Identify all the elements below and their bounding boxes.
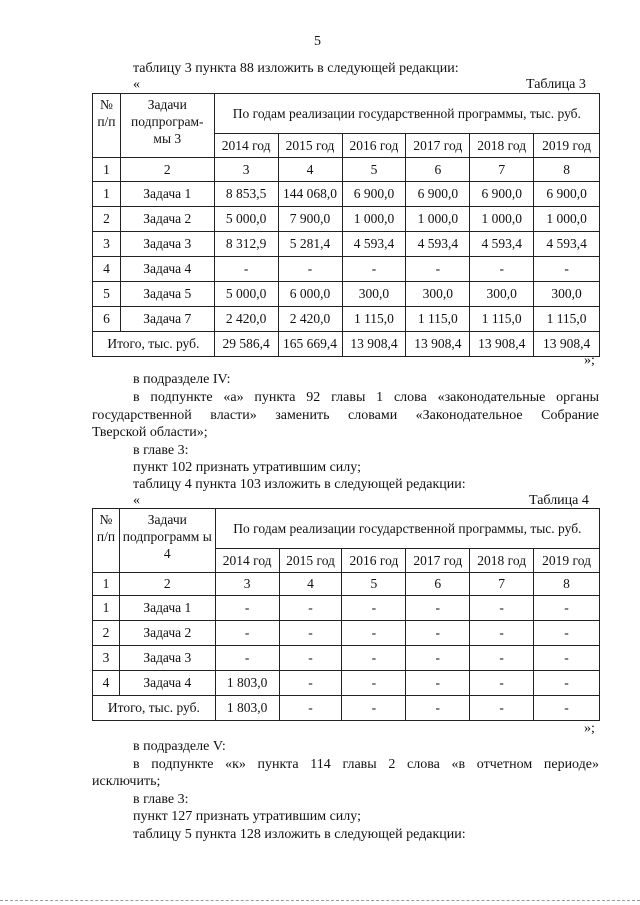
table3-header-years: По годам реализации государственной программы, тыс. руб. [214,94,599,134]
row-value: 1 000,0 [342,207,406,232]
paragraph-chapter3-b: в главе 3: [133,792,189,807]
table3-year: 2019 год [534,134,600,158]
row-value: - [534,621,600,646]
table4-row [93,596,600,621]
paragraph-114-line1: в подпункте «к» пункта 114 главы 2 слова «в отчетном периоде» [133,757,599,772]
row-value: - [278,257,342,282]
row-num: 6 [93,307,121,332]
row-num: 5 [93,282,121,307]
row-value: 6 900,0 [470,182,534,207]
row-value: - [279,596,342,621]
table4-row [93,671,600,696]
row-value: - [406,596,470,621]
total-value: 13 908,4 [406,332,470,357]
row-value: 4 593,4 [342,232,406,257]
row-value: 1 115,0 [534,307,600,332]
row-value: - [534,671,600,696]
row-value: - [470,646,534,671]
row-value: 300,0 [534,282,600,307]
row-value: 6 900,0 [406,182,470,207]
row-value: - [406,646,470,671]
total-value: 29 586,4 [214,332,278,357]
row-task: Задача 1 [119,596,215,621]
row-value: 5 000,0 [214,207,278,232]
table3-row [93,232,600,257]
row-value: 6 000,0 [278,282,342,307]
row-value: 300,0 [470,282,534,307]
row-value: 4 593,4 [470,232,534,257]
row-value: - [406,621,470,646]
table3-header-num: № п/п [93,94,121,158]
table4-col-number: 6 [406,573,470,596]
page-bottom-rule [0,900,640,901]
paragraph-chapter3: в главе 3: [133,443,189,458]
table4-year: 2019 год [534,549,600,573]
row-value: 2 420,0 [214,307,278,332]
table3-row [93,257,600,282]
row-task: Задача 4 [119,671,215,696]
paragraph-92-line1: в подпункте «а» пункта 92 главы 1 слова «законодательные органы [133,390,599,405]
table4-quote-close: »; [584,721,595,736]
row-value: 4 593,4 [406,232,470,257]
table4-total-row [93,696,600,721]
total-value: 13 908,4 [534,332,600,357]
table3-row [93,282,600,307]
row-task: Задача 3 [119,646,215,671]
paragraph-table5-intro: таблицу 5 пункта 128 изложить в следующей редакции: [133,827,466,842]
row-value: 7 900,0 [278,207,342,232]
table3-quote-close: »; [584,353,595,368]
row-value: 1 000,0 [470,207,534,232]
row-value: - [342,596,406,621]
table3-col-number: 5 [342,158,406,182]
row-value: 2 420,0 [278,307,342,332]
table4-year: 2015 год [279,549,342,573]
row-task: Задача 4 [120,257,214,282]
row-value: 1 115,0 [470,307,534,332]
table4-col-number: 2 [119,573,215,596]
paragraph-92-line2: государственной власти» заменить словами «Законодательное Собрание [92,408,599,423]
row-value: - [342,671,406,696]
table3-row [93,207,600,232]
paragraph-114-line2: исключить; [92,774,161,789]
row-num: 2 [93,621,120,646]
table4-header-years: По годам реализации государственной программы, тыс. руб. [215,509,599,549]
row-task: Задача 1 [120,182,214,207]
row-task: Задача 2 [119,621,215,646]
row-value: - [279,671,342,696]
table4-year: 2014 год [215,549,279,573]
row-value: 6 900,0 [342,182,406,207]
row-value: - [342,621,406,646]
row-value: 1 000,0 [534,207,600,232]
table3-row [93,182,600,207]
table4-header-task: Задачи подпрограмм ы 4 [119,509,215,573]
table3-header-task: Задачи подпрограм- мы 3 [120,94,214,158]
row-value: - [534,646,600,671]
table4-col-number: 1 [93,573,120,596]
table3-col-number: 4 [278,158,342,182]
row-value: - [342,257,406,282]
table4-quote-open: « [133,493,140,508]
row-value: - [215,621,279,646]
table4-col-number: 8 [534,573,600,596]
total-value: - [342,696,406,721]
table3-year: 2015 год [278,134,342,158]
table3-intro: таблицу 3 пункта 88 изложить в следующей редакции: [133,61,459,76]
table3-col-number: 3 [214,158,278,182]
table4-row [93,646,600,671]
row-num: 4 [93,257,121,282]
table3-col-number: 8 [534,158,600,182]
row-value: - [534,596,600,621]
paragraph-subsection-iv: в подразделе IV: [133,372,231,387]
row-task: Задача 5 [120,282,214,307]
row-value: - [470,621,534,646]
table3-year: 2017 год [406,134,470,158]
row-value: - [470,257,534,282]
table3-year: 2014 год [214,134,278,158]
row-value: 1 115,0 [342,307,406,332]
total-value: - [279,696,342,721]
row-value: - [534,257,600,282]
row-num: 3 [93,646,120,671]
table3-year: 2016 год [342,134,406,158]
table-4 [92,508,600,721]
total-value: - [470,696,534,721]
row-value: 1 115,0 [406,307,470,332]
row-value: - [342,646,406,671]
row-value: - [215,646,279,671]
paragraph-102: пункт 102 признать утратившим силу; [133,460,361,475]
row-value: - [279,646,342,671]
total-label: Итого, тыс. руб. [93,332,215,357]
table4-col-number: 3 [215,573,279,596]
row-num: 4 [93,671,120,696]
table4-year: 2017 год [406,549,470,573]
row-value: - [279,621,342,646]
row-num: 3 [93,232,121,257]
row-value: 6 900,0 [534,182,600,207]
row-num: 1 [93,596,120,621]
paragraph-subsection-v: в подразделе V: [133,739,226,754]
table4-row [93,621,600,646]
row-num: 2 [93,207,121,232]
row-value: 300,0 [342,282,406,307]
row-value: 4 593,4 [534,232,600,257]
row-value: - [470,596,534,621]
paragraph-table4-intro: таблицу 4 пункта 103 изложить в следующей редакции: [133,477,466,492]
row-value: - [470,671,534,696]
table3-label: Таблица 3 [526,77,586,92]
row-task: Задача 2 [120,207,214,232]
table3-total-row [93,332,600,357]
row-task: Задача 3 [120,232,214,257]
row-num: 1 [93,182,121,207]
table4-year: 2016 год [342,549,406,573]
table-3 [92,93,600,357]
row-value: 5 281,4 [278,232,342,257]
table3-col-number: 1 [93,158,121,182]
table3-row [93,307,600,332]
paragraph-127: пункт 127 признать утратившим силу; [133,809,361,824]
total-value: 13 908,4 [342,332,406,357]
paragraph-92-line3: Тверской области»; [92,425,208,440]
total-value: 1 803,0 [215,696,279,721]
table3-year: 2018 год [470,134,534,158]
table3-col-number: 6 [406,158,470,182]
row-value: 5 000,0 [214,282,278,307]
table4-year: 2018 год [470,549,534,573]
table3-col-number: 7 [470,158,534,182]
total-value: 165 669,4 [278,332,342,357]
row-value: - [214,257,278,282]
table3-quote-open: « [133,77,140,92]
page-number: 5 [314,34,321,49]
table4-header-num: № п/п [93,509,120,573]
table4-col-number: 5 [342,573,406,596]
row-value: 144 068,0 [278,182,342,207]
total-label: Итого, тыс. руб. [93,696,216,721]
row-value: 8 853,5 [214,182,278,207]
table3-col-number: 2 [120,158,214,182]
total-value: 13 908,4 [470,332,534,357]
row-value: 1 000,0 [406,207,470,232]
row-value: 1 803,0 [215,671,279,696]
row-value: 300,0 [406,282,470,307]
row-value: 8 312,9 [214,232,278,257]
row-value: - [215,596,279,621]
total-value: - [534,696,600,721]
row-value: - [406,671,470,696]
row-value: - [406,257,470,282]
row-task: Задача 7 [120,307,214,332]
table4-label: Таблица 4 [529,493,589,508]
table4-col-number: 4 [279,573,342,596]
table4-col-number: 7 [470,573,534,596]
total-value: - [406,696,470,721]
